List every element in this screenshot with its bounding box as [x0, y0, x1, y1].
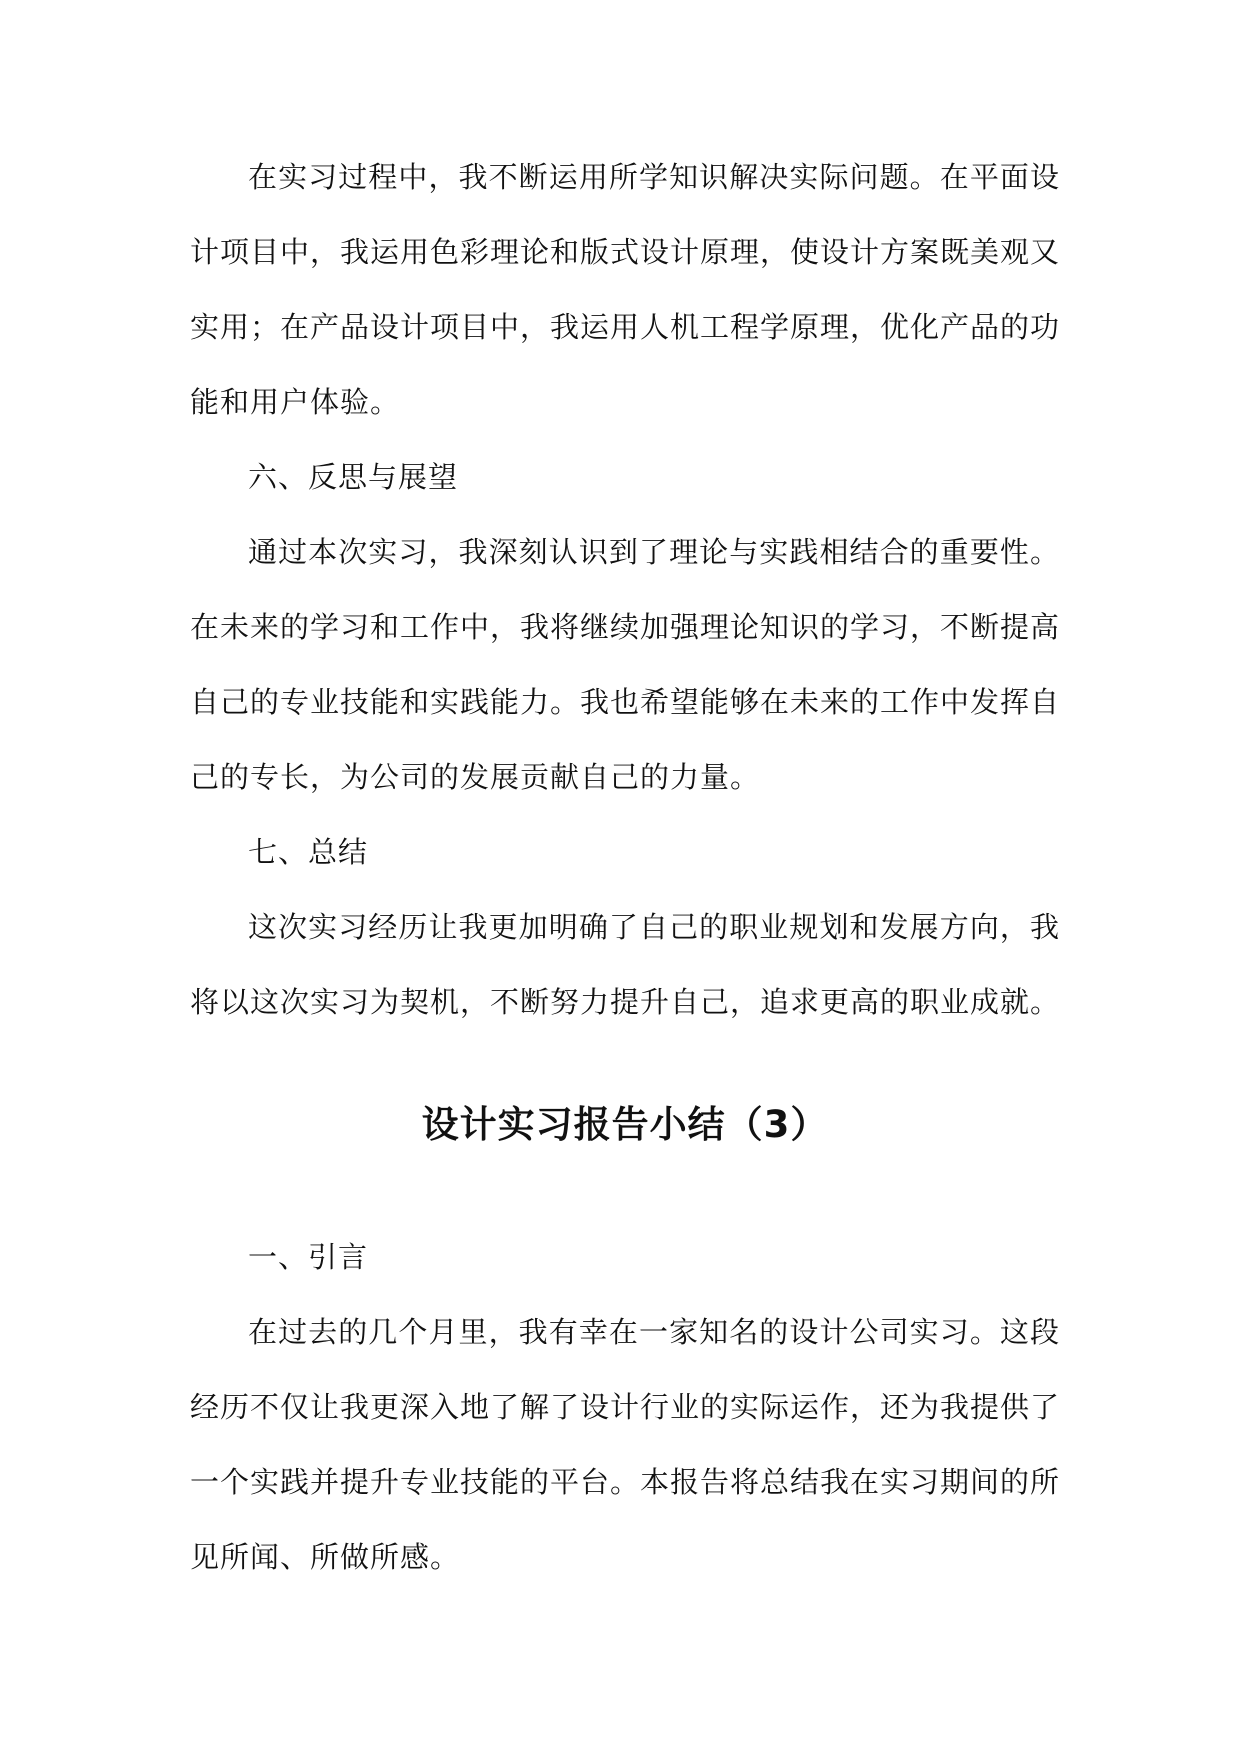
- paragraph-summary: 这次实习经历让我更加明确了自己的职业规划和发展方向，我将以这次实习为契机，不断努力提升自己，追求更高的职业成就。: [190, 910, 1061, 1019]
- paragraph-practice: 在实习过程中，我不断运用所学知识解决实际问题。在平面设计项目中，我运用色彩理论和版式设计原理，使设计方案既美观又实用；在产品设计项目中，我运用人机工程学原理，优化产品的功能和用户体验。: [190, 160, 1061, 419]
- section-heading-summary: 七、总结: [248, 835, 369, 869]
- report-title: 设计实习报告小结（3）: [421, 1103, 829, 1146]
- paragraph-reflection: 通过本次实习，我深刻认识到了理论与实践相结合的重要性。在未来的学习和工作中，我将继续加强理论知识的学习，不断提高自己的专业技能和实践能力。我也希望能够在未来的工作中发挥自己的专长，为公司的发展贡献自己的力量。: [190, 535, 1061, 794]
- document-body: [190, 140, 1060, 1595]
- section-heading-introduction: 一、引言: [248, 1240, 369, 1274]
- section-heading-reflection: 六、反思与展望: [248, 460, 459, 494]
- paragraph-introduction: 在过去的几个月里，我有幸在一家知名的设计公司实习。这段经历不仅让我更深入地了解了设计行业的实际运作，还为我提供了一个实践并提升专业技能的平台。本报告将总结我在实习期间的所见所闻、所做所感。: [190, 1315, 1061, 1574]
